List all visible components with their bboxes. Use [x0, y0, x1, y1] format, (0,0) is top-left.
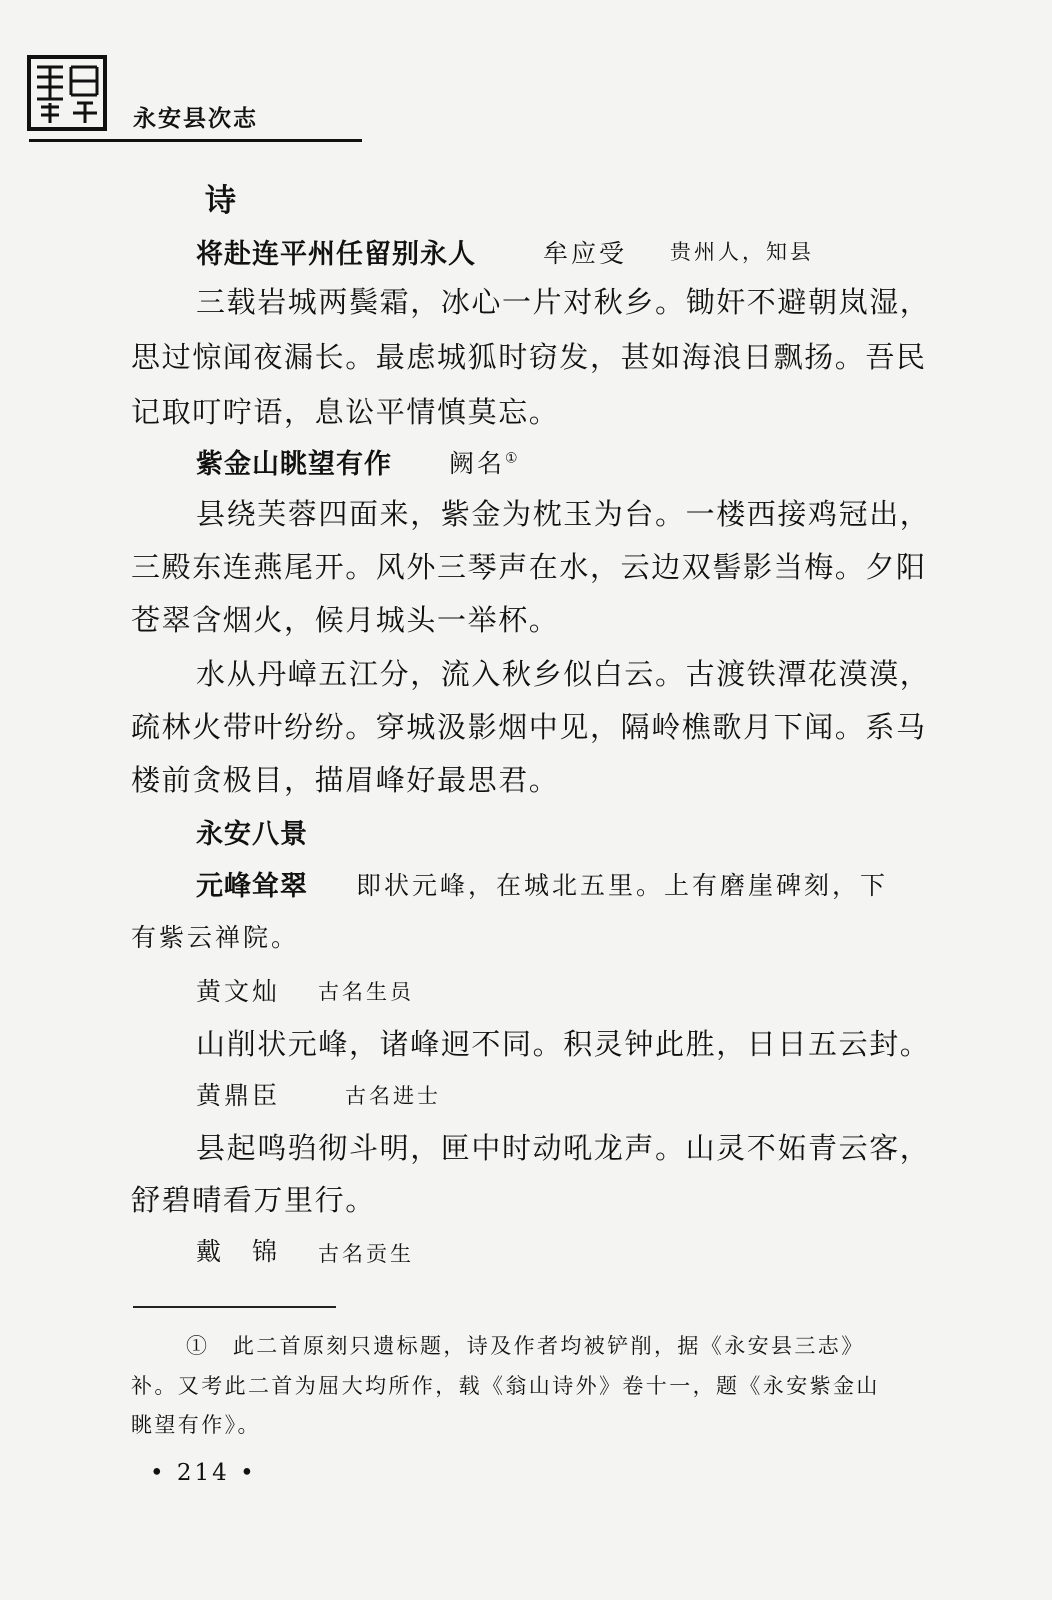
footnote-marker: ①	[505, 450, 521, 467]
author-note: 古名生员	[318, 980, 414, 1004]
poem-line: 水从丹嶂五江分，流入秋乡似白云。古渡铁潭花漠漠，	[196, 657, 931, 691]
running-title: 永安县次志	[133, 106, 258, 132]
section-title: 诗	[205, 183, 236, 219]
poem-line: 三殿东连燕尾开。风外三琴声在水，云边双髻影当梅。夕阳	[131, 550, 927, 584]
poem-line: 三载岩城两鬓霜，冰心一片对秋乡。锄奸不避朝岚湿，	[196, 285, 931, 319]
scene-title: 元峰耸翠	[196, 871, 308, 902]
header-rule	[29, 139, 362, 142]
poem-title: 将赴连平州任留别永人	[196, 239, 476, 270]
scene-description: 即状元峰，在城北五里。上有磨崖碑刻，下	[356, 871, 889, 900]
poem-line: 县绕芙蓉四面来，紫金为枕玉为台。一楼西接鸡冠出，	[196, 497, 931, 531]
poem-line: 思过惊闻夜漏长。最虑城狐时窃发，甚如海浪日飘扬。吾民	[131, 340, 927, 374]
poem-author: 牟应受	[543, 239, 628, 268]
author-note: 古名贡生	[318, 1242, 414, 1266]
seal-logo	[27, 55, 107, 131]
poem-author: 戴 锦	[196, 1237, 281, 1266]
scene-description: 有紫云禅院。	[131, 923, 300, 952]
poem-author: 黄文灿	[196, 977, 281, 1006]
footnote-line: 补。又考此二首为屈大均所作，载《翁山诗外》卷十一，题《永安紫金山	[131, 1374, 880, 1398]
poem-line: 山削状元峰，诸峰迥不同。积灵钟此胜，日日五云封。	[196, 1027, 931, 1061]
poem-title: 紫金山眺望有作	[196, 449, 392, 480]
poem-author: 阙名①	[449, 449, 521, 478]
poem-line: 楼前贪极目，描眉峰好最思君。	[131, 763, 560, 797]
poem-line: 舒碧晴看万里行。	[131, 1183, 376, 1217]
poem-line: 记取叮咛语，息讼平情慎莫忘。	[131, 395, 560, 429]
footnote-line: 眺望有作》。	[131, 1413, 261, 1437]
section-subtitle: 永安八景	[196, 819, 308, 850]
footnote-marker: ①	[186, 1334, 210, 1358]
poem-line: 疏林火带叶纷纷。穿城汲影烟中见，隔岭樵歌月下闻。系马	[131, 710, 927, 744]
author-note: 古名进士	[345, 1084, 441, 1108]
author-note: 贵州人，知县	[670, 240, 814, 264]
footnote-rule	[133, 1306, 336, 1308]
poem-line: 县起鸣驺彻斗明，匣中时动吼龙声。山灵不妬青云客，	[196, 1131, 931, 1165]
footnote-line: ① 此二首原刻只遗标题，诗及作者均被铲削，据《永安县三志》	[186, 1334, 865, 1358]
page-number: • 214 •	[150, 1460, 257, 1486]
poem-author: 黄鼎臣	[196, 1081, 281, 1110]
poem-line: 苍翠含烟火，候月城头一举杯。	[131, 603, 560, 637]
